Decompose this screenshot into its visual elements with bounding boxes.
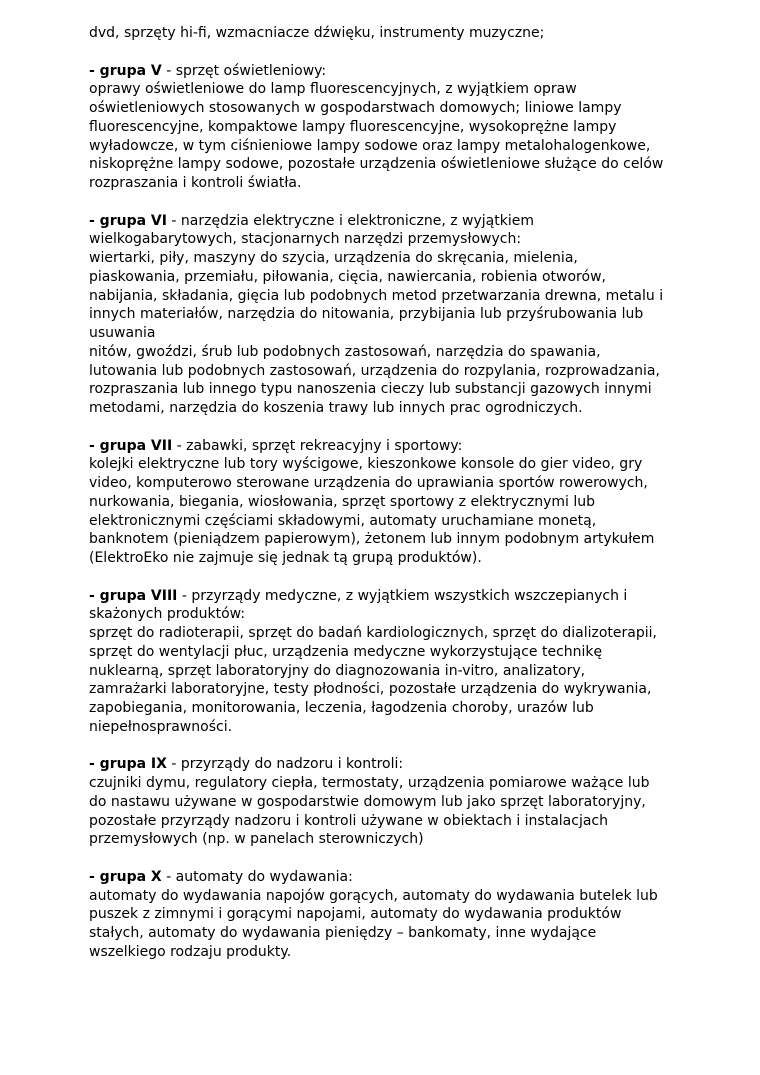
group-x-description: - automaty do wydawania: bbox=[161, 868, 353, 885]
group-viii-label: - grupa VIII bbox=[89, 587, 178, 604]
group-v-section bbox=[89, 62, 689, 193]
group-viii-description: - przyrządy medyczne, z wyjątkiem wszystkich wszczepianych i bbox=[177, 587, 628, 604]
group-vii-heading bbox=[89, 437, 689, 456]
group-vii-section bbox=[89, 437, 689, 568]
group-x-line: wszelkiego rodzaju produkty. bbox=[89, 943, 292, 960]
group-ix-label: - grupa IX bbox=[89, 756, 167, 773]
group-ix-line: pozostałe przyrządy nadzoru i kontroli używane w obiektach i instalacjach bbox=[89, 812, 608, 829]
group-viii-line: niepełnosprawności. bbox=[89, 718, 233, 735]
group-v-line: wyładowcze, w tym ciśnieniowe lampy sodowe oraz lampy metalohalogenkowe, bbox=[89, 137, 651, 154]
group-vi-line: lutowania lub podobnych zastosowań, urządzenia do rozpylania, rozprowadzania, bbox=[89, 362, 660, 379]
group-ix-line: do nastawu używane w gospodarstwie domowym lub jako sprzęt laboratoryjny, bbox=[89, 793, 646, 810]
spacer bbox=[89, 568, 689, 587]
group-vii-line: (ElektroEko nie zajmuje się jednak tą grupą produktów). bbox=[89, 550, 482, 566]
spacer bbox=[89, 737, 689, 756]
group-v-line: niskoprężne lampy sodowe, pozostałe urządzenia oświetleniowe służące do celów bbox=[89, 156, 664, 173]
intro-line: dvd, sprzęty hi-fi, wzmacniacze dźwięku, instrumenty muzyczne; bbox=[89, 25, 545, 41]
document-page bbox=[89, 24, 689, 962]
group-vii-line: kolejki elektryczne lub tory wyścigowe, kieszonkowe konsole do gier video, gry bbox=[89, 456, 643, 473]
group-viii-line: skażonych produktów: bbox=[89, 606, 246, 623]
group-vii-line: banknotem (pieniądzem papierowym), żetonem lub innym podobnym artykułem bbox=[89, 531, 655, 548]
group-v-line: rozpraszania i kontroli światła. bbox=[89, 175, 302, 191]
group-vi-line: metodami, narzędzia do koszenia trawy lub innych prac ogrodniczych. bbox=[89, 400, 583, 416]
group-vi-section bbox=[89, 212, 689, 418]
spacer bbox=[89, 418, 689, 437]
group-vii-label: - grupa VII bbox=[89, 437, 173, 454]
group-v-description: - sprzęt oświetleniowy: bbox=[161, 62, 327, 79]
group-vii-line: video, komputerowo sterowane urządzenia do uprawiania sportów rowerowych, bbox=[89, 475, 648, 491]
group-vi-label: - grupa VI bbox=[89, 212, 167, 229]
group-viii-line: sprzęt do wentylacji płuc, urządzenia medyczne wykorzystujące technikę bbox=[89, 643, 603, 660]
group-x-line: stałych, automaty do wydawania pieniędzy – bankomaty, inne wydające bbox=[89, 925, 597, 941]
group-vii-description: - zabawki, sprzęt rekreacyjny i sportowy: bbox=[172, 437, 463, 454]
spacer bbox=[89, 43, 689, 62]
group-viii-line: zapobiegania, monitorowania, leczenia, łagodzenia choroby, urazów lub bbox=[89, 700, 594, 716]
group-ix-heading bbox=[89, 755, 689, 774]
group-ix-line: czujniki dymu, regulatory ciepła, termostaty, urządzenia pomiarowe ważące lub bbox=[89, 775, 650, 791]
group-ix-line: przemysłowych (np. w panelach sterowniczych) bbox=[89, 831, 424, 848]
group-ix-description: - przyrządy do nadzoru i kontroli: bbox=[166, 756, 404, 773]
group-viii-line: sprzęt do radioterapii, sprzęt do badań kardiologicznych, sprzęt do dializoterapii, bbox=[89, 625, 657, 641]
group-vi-line: nitów, gwoździ, śrub lub podobnych zastosowań, narzędzia do spawania, bbox=[89, 343, 601, 360]
group-x-line: automaty do wydawania napojów gorących, automaty do wydawania butelek lub bbox=[89, 887, 658, 904]
group-v-label: - grupa V bbox=[89, 62, 162, 79]
group-x-heading bbox=[89, 868, 689, 887]
group-vi-heading bbox=[89, 212, 689, 231]
group-viii-line: zamrażarki laboratoryjne, testy płodności, pozostałe urządzenia do wykrywania, bbox=[89, 681, 652, 698]
group-v-heading bbox=[89, 62, 689, 81]
group-vi-line: wielkogabarytowych, stacjonarnych narzędzi przemysłowych: bbox=[89, 231, 522, 248]
group-viii-section bbox=[89, 587, 689, 737]
group-vii-line: nurkowania, biegania, wiosłowania, sprzęt sportowy z elektrycznymi lub bbox=[89, 493, 596, 510]
group-v-line: oprawy oświetleniowe do lamp fluorescencyjnych, z wyjątkiem opraw bbox=[89, 81, 577, 98]
group-vi-line: wiertarki, piły, maszyny do szycia, urządzenia do skręcania, mielenia, bbox=[89, 250, 578, 266]
group-vi-line: usuwania bbox=[89, 325, 156, 341]
spacer bbox=[89, 849, 689, 868]
group-v-line: oświetleniowych stosowanych w gospodarstwach domowych; liniowe lampy bbox=[89, 100, 622, 116]
group-x-label: - grupa X bbox=[89, 868, 162, 885]
spacer bbox=[89, 193, 689, 212]
group-v-line: fluorescencyjne, kompaktowe lampy fluorescencyjne, wysokoprężne lampy bbox=[89, 118, 617, 135]
group-vi-line: nabijania, składania, gięcia lub podobnych metod przetwarzania drewna, metalu i bbox=[89, 287, 664, 304]
group-vi-line: piaskowania, przemiału, piłowania, cięcia, nawiercania, robienia otworów, bbox=[89, 268, 606, 285]
group-vii-line: elektronicznymi częściami składowymi, automaty uruchamiane monetą, bbox=[89, 512, 597, 529]
group-ix-section bbox=[89, 755, 689, 849]
group-viii-heading bbox=[89, 587, 689, 606]
group-vi-line: rozpraszania lub innego typu nanoszenia cieczy lub substancji gazowych innymi bbox=[89, 381, 652, 398]
group-vi-description: - narzędzia elektryczne i elektroniczne, z wyjątkiem bbox=[166, 212, 534, 229]
group-viii-line: nuklearną, sprzęt laboratoryjny do diagnozowania in-vitro, analizatory, bbox=[89, 662, 586, 679]
group-x-section bbox=[89, 868, 689, 962]
group-x-line: puszek z zimnymi i gorącymi napojami, automaty do wydawania produktów bbox=[89, 906, 622, 923]
group-vi-line: innych materiałów, narzędzia do nitowania, przybijania lub przyśrubowania lub bbox=[89, 306, 644, 323]
